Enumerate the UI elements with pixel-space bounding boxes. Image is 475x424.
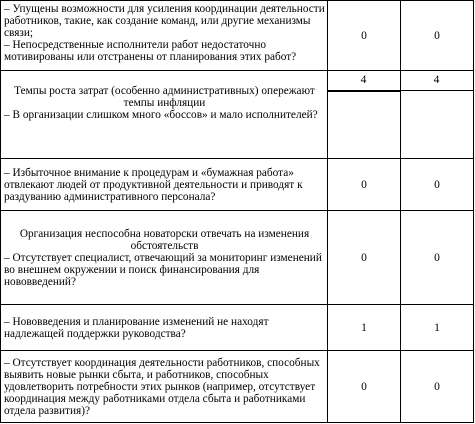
table-row bbox=[1, 305, 474, 351]
question-text: – В организации слишком много «боссов» и мало исполнителей? bbox=[4, 109, 318, 121]
question-cell bbox=[1, 71, 328, 159]
section-heading: Организация неспособна новаторски отвечать на изменения обстоятельств bbox=[19, 227, 310, 252]
score-cell: 0 bbox=[401, 211, 474, 305]
question-text: – Отсутствует координация деятельности работников, способных выявить новые рынки сбыта, и работников, способных удовлетворить потребности этих рынков (например, отсутствует координация между работниками отдела сбыта и работниками отдела развития)? bbox=[4, 356, 320, 417]
table-row bbox=[1, 1, 474, 71]
question-cell bbox=[1, 1, 328, 71]
question-cell bbox=[1, 351, 328, 423]
score-cell: 0 bbox=[401, 1, 474, 71]
score-cell: 0 bbox=[328, 159, 401, 211]
score-cell: 0 bbox=[328, 1, 401, 71]
question-cell bbox=[1, 305, 328, 351]
score-cell: 1 bbox=[401, 305, 474, 351]
score-value: 4 bbox=[360, 74, 367, 86]
question-text: – Непосредственные исполнители работ недостаточно мотивированы или отстранены от планирования этих работ? bbox=[4, 39, 297, 63]
score-cell: 0 bbox=[328, 211, 401, 305]
score-cell: 0 bbox=[401, 351, 474, 423]
section-heading: Темпы роста затрат (особенно административных) опережают темпы инфляции bbox=[14, 85, 315, 109]
row2-values bbox=[327, 70, 473, 90]
question-text: – Избыточное внимание к процедурам и «бумажная работа» отвлекают людей от продуктивной деятельности и приводят к раздуванию административного персонала? bbox=[4, 166, 303, 203]
question-text: – Упущены возможности для усиления координации деятельности работников, такие, как создание команд, или другие механизмы связи; bbox=[4, 3, 325, 39]
table-row bbox=[1, 351, 474, 423]
score-value: 4 bbox=[433, 74, 440, 86]
score-cell: 0 bbox=[328, 351, 401, 423]
question-text: – Нововведения и планирование изменений не находят надлежащей поддержки руководства? bbox=[4, 315, 269, 340]
table-row bbox=[1, 159, 474, 211]
row2-divider bbox=[327, 90, 473, 91]
score-cell: 1 bbox=[328, 305, 401, 351]
table-row bbox=[1, 211, 474, 305]
question-cell bbox=[1, 159, 328, 211]
question-text: – Отсутствует специалист, отвечающий за мониторинг изменений во внешнем окружении и поиск финансирования для нововведений? bbox=[4, 251, 322, 288]
question-cell bbox=[1, 211, 328, 305]
score-cell: 0 bbox=[401, 159, 474, 211]
